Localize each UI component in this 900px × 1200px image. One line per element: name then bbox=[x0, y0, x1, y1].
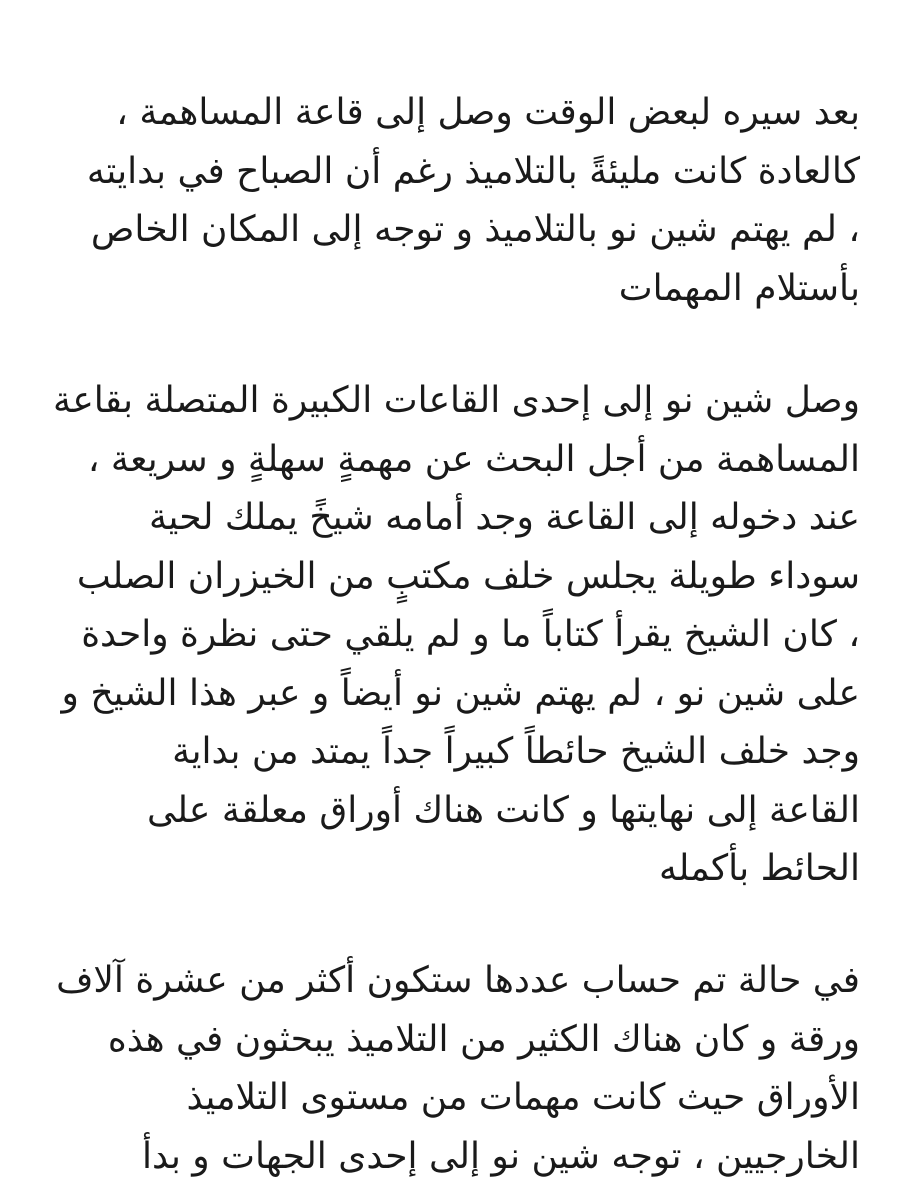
text-line: وصل شين نو إلى إحدى القاعات الكبيرة المتصلة بقاعة bbox=[53, 380, 860, 421]
text-line: كالعادة كانت مليئةً بالتلاميذ رغم أن الصباح في بدايته bbox=[86, 150, 860, 192]
text-line: ، كان الشيخ يقرأ كتاباً ما و لم يلقي حتى نظرة واحدة bbox=[81, 614, 860, 655]
text-line: الحائط بأكمله bbox=[659, 848, 860, 889]
text-line: الخارجيين ، توجه شين نو إلى إحدى الجهات و بدأ bbox=[141, 1135, 860, 1177]
paragraph-2 bbox=[53, 372, 860, 899]
text-line: الأوراق حيث كانت مهمات من مستوى التلاميذ bbox=[186, 1077, 860, 1118]
text-line: بعد سيره لبعض الوقت وصل إلى قاعة المساهمة ، bbox=[116, 92, 860, 133]
text-line: سوداء طويلة يجلس خلف مكتبٍ من الخيزران الصلب bbox=[76, 555, 860, 597]
text-line: بأستلام المهمات bbox=[618, 267, 860, 309]
text-line: عند دخوله إلى القاعة وجد أمامه شيخً يملك لحية bbox=[149, 497, 860, 538]
paragraph-3 bbox=[56, 952, 860, 1186]
text-line: ، لم يهتم شين نو بالتلاميذ و توجه إلى المكان الخاص bbox=[90, 209, 860, 250]
text-line: على شين نو ، لم يهتم شين نو أيضاً و عبر هذا الشيخ و bbox=[61, 672, 860, 714]
paragraph-1 bbox=[56, 84, 860, 318]
text-line: القاعة إلى نهايتها و كانت هناك أوراق معلقة على bbox=[146, 789, 860, 831]
text-line: ورقة و كان هناك الكثير من التلاميذ يبحثون في هذه bbox=[107, 1018, 860, 1060]
text-line: المساهمة من أجل البحث عن مهمةٍ سهلةٍ و سريعة ، bbox=[87, 438, 860, 480]
text-line: في حالة تم حساب عددها ستكون أكثر من عشرة آلاف bbox=[56, 960, 860, 1001]
text-line: وجد خلف الشيخ حائطاً كبيراً جداً يمتد من بداية bbox=[172, 731, 860, 772]
